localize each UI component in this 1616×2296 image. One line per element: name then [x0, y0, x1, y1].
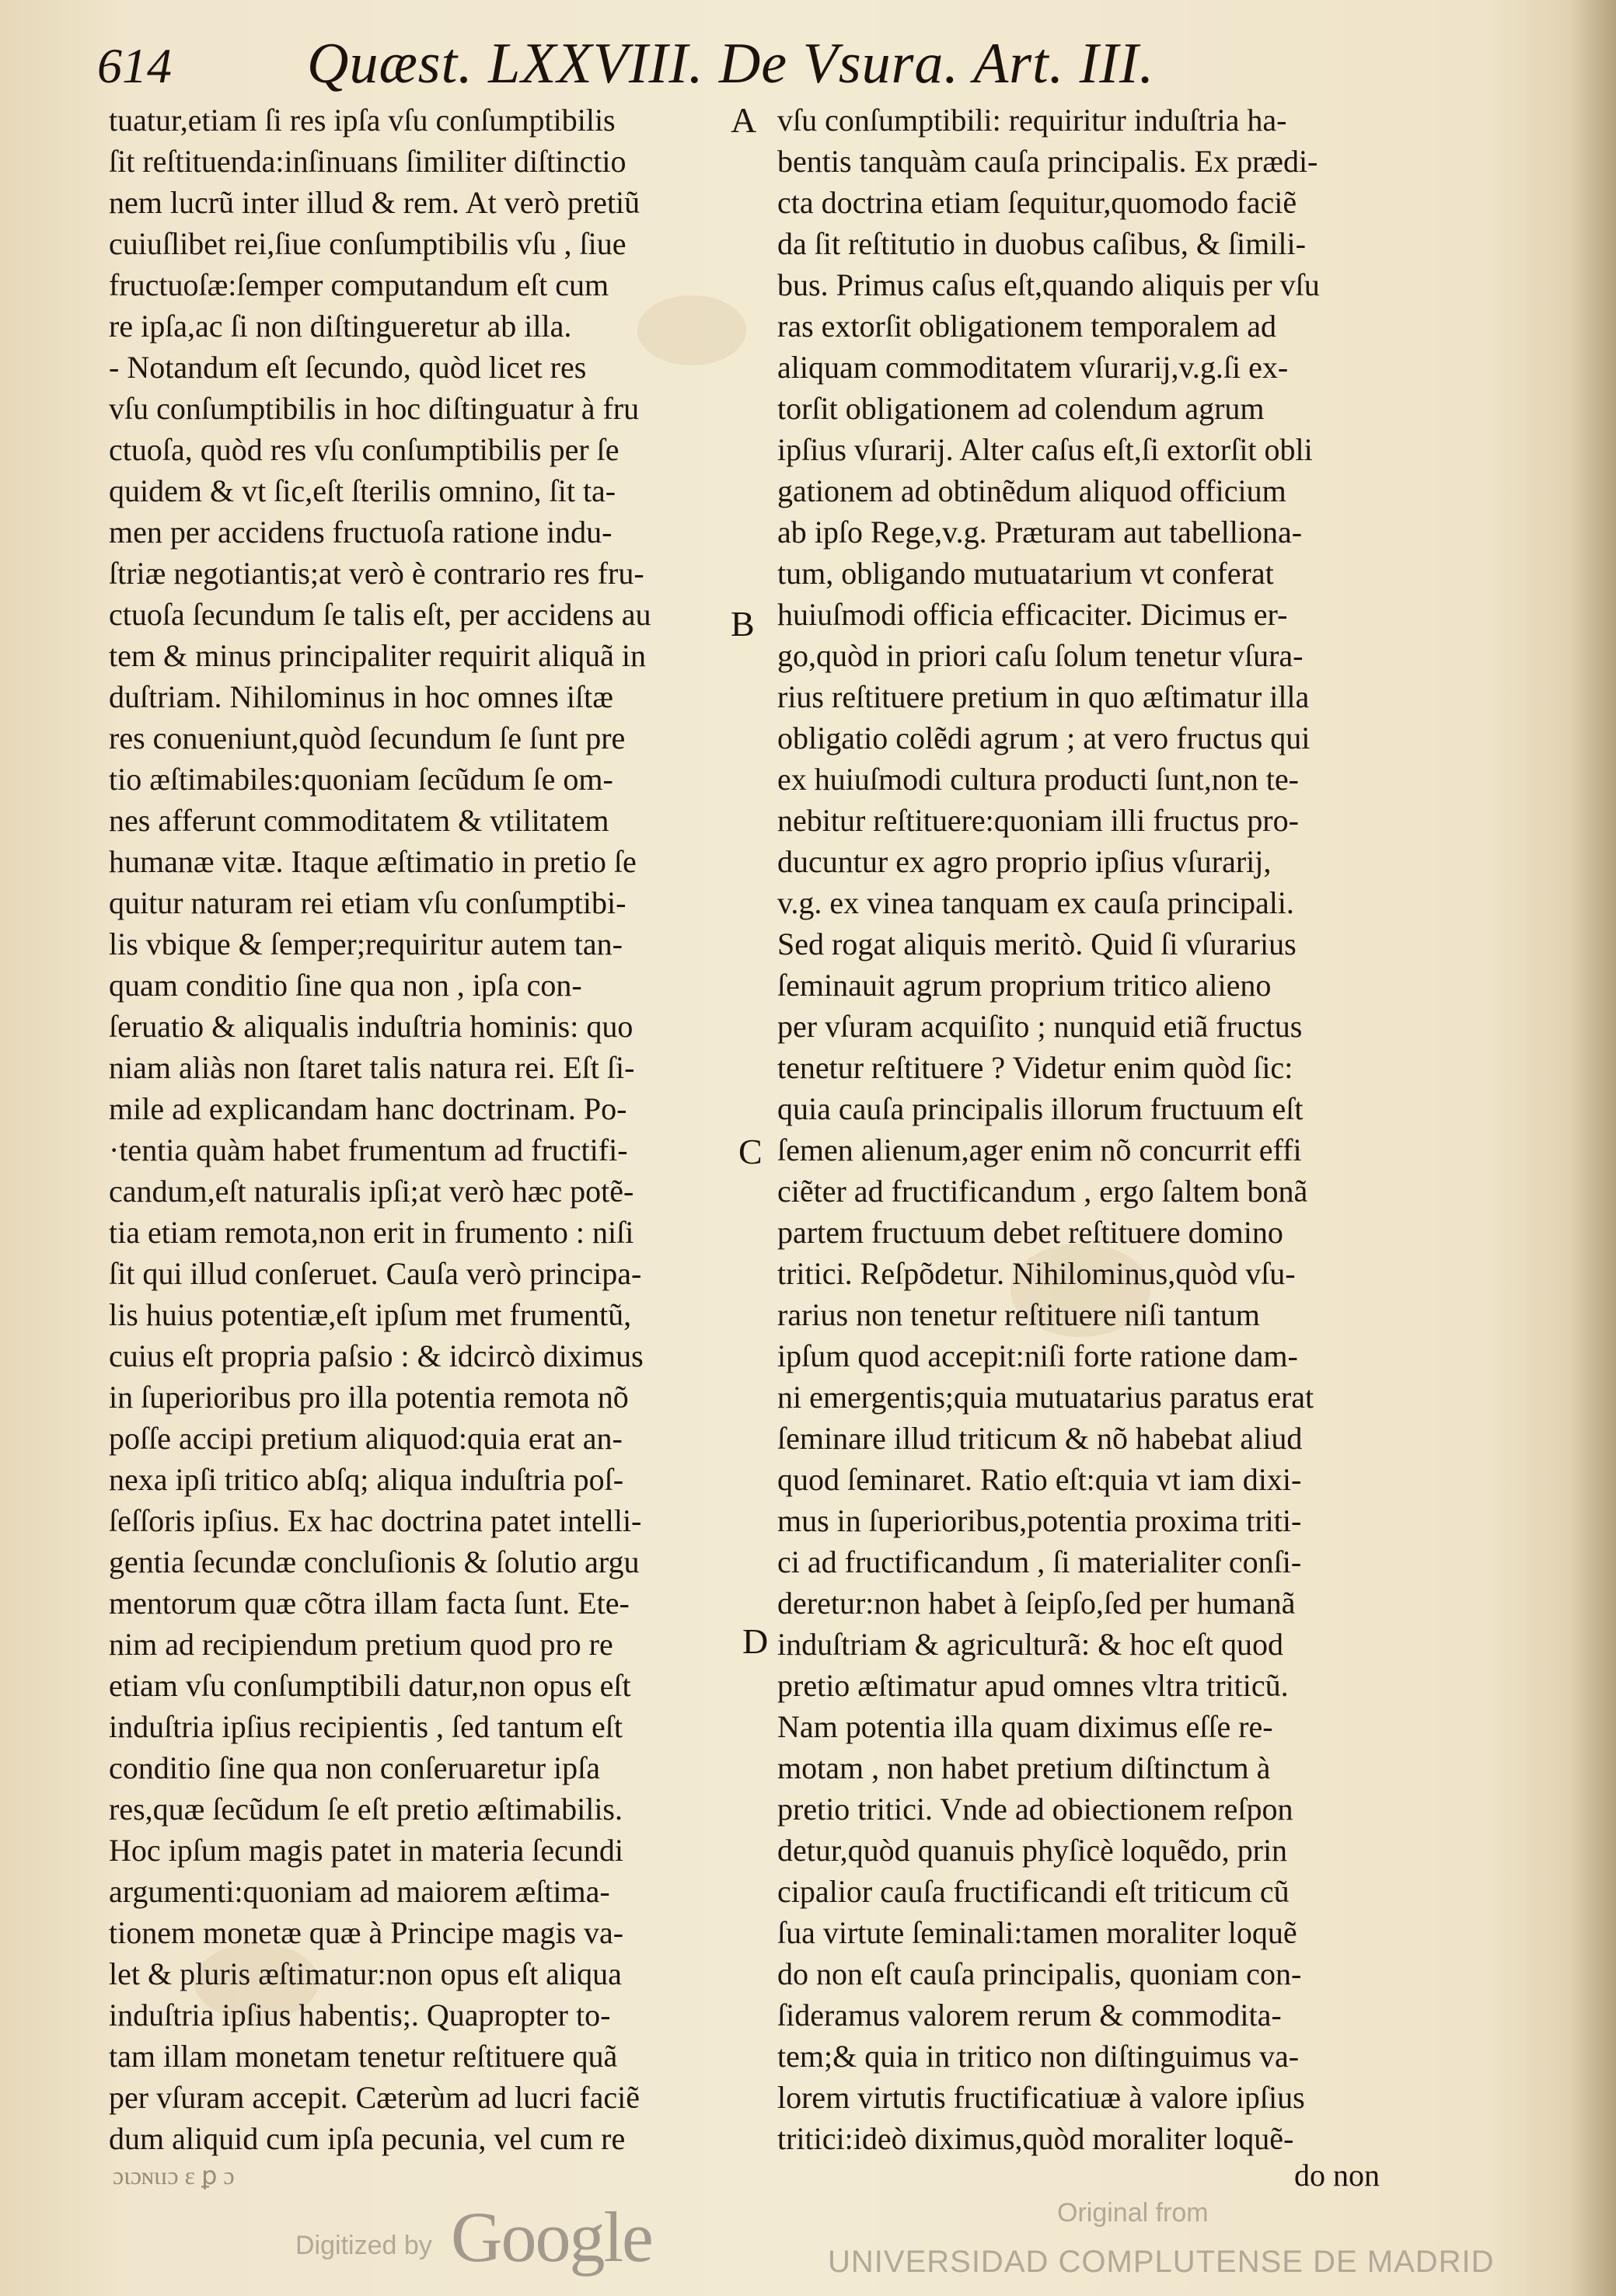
left-column-line: lis vbique & ſemper;requiritur autem tan- [109, 926, 623, 961]
right-column-line: ipſius vſurarij. Alter caſus eſt,ſi extorſit obli [777, 432, 1313, 467]
page-number: 614 [97, 38, 172, 93]
running-head: Quæst. LXXVIII. De Vsura. Art. III. [307, 32, 1155, 96]
right-column-line: lorem virtutis fructificatiuæ à valore ipſius [777, 2080, 1305, 2115]
right-column-line: tritici:ideò diximus,quòd moraliter loquẽ- [777, 2121, 1294, 2156]
margin-marker-c: C [738, 1132, 763, 1171]
left-column-line: induſtria ipſius recipientis , ſed tantum eſt [109, 1709, 623, 1744]
left-column-line: mile ad explicandam hanc doctrinam. Po- [109, 1091, 627, 1126]
catchword: do non [1294, 2158, 1380, 2193]
right-column-line: go,quòd in priori caſu ſolum tenetur vſura- [777, 638, 1304, 673]
left-column-line: quitur naturam rei etiam vſu conſumptibi- [109, 885, 627, 920]
right-column-line: tum, obligando mutuatarium vt conferat [777, 556, 1274, 591]
left-column-line: ctuoſa ſecundum ſe talis eſt, per accidens au [109, 597, 651, 632]
right-column-line: quia cauſa principalis illorum fructuum eſt [777, 1091, 1304, 1126]
right-column-line: deretur:non habet à ſeipſo,ſed per humanã [777, 1586, 1296, 1621]
left-column-line: nim ad recipiendum pretium quod pro re [109, 1627, 613, 1662]
left-column-line: etiam vſu conſumptibili datur,non opus eſt [109, 1668, 631, 1703]
google-logo: Google [451, 2197, 652, 2277]
right-column-line: ſeminare illud triticum & nõ habebat aliud [777, 1421, 1303, 1456]
digitized-by-label: Digitized by [295, 2231, 432, 2260]
right-column-line: detur,quòd quanuis phyſicè loquẽdo, prin [777, 1833, 1288, 1868]
margin-marker-b: B [731, 604, 755, 644]
left-column-line: conditio ſine qua non conſeruaretur ipſa [109, 1750, 601, 1785]
right-column-line: cta doctrina etiam ſequitur,quomodo faciẽ [777, 185, 1297, 220]
left-column-line: cuiuſlibet rei,ſiue conſumptibilis vſu , ſiue [109, 226, 627, 261]
right-column-line: huiuſmodi officia efficaciter. Dicimus er- [777, 597, 1288, 632]
left-column-line: quam conditio ſine qua non , ipſa con- [109, 968, 582, 1003]
left-column-line: tam illam monetam tenetur reſtituere quã [109, 2039, 618, 2074]
right-column-line: ab ipſo Rege,v.g. Præturam aut tabelliona- [777, 515, 1303, 550]
right-column-line: Sed rogat aliquis meritò. Quid ſi vſurarius [777, 926, 1297, 961]
left-column-line: nes afferunt commoditatem & vtilitatem [109, 803, 609, 838]
left-column-line: induſtria ipſius habentis;. Quapropter to- [109, 1998, 611, 2033]
right-column-line: quod ſeminaret. Ratio eſt:quia vt iam dixi- [777, 1462, 1302, 1497]
left-column-line: ſeſſoris ipſius. Ex hac doctrina patet intelli- [109, 1503, 642, 1538]
right-column-line: ſua virtute ſeminali:tamen moraliter loquẽ [777, 1915, 1297, 1950]
left-column-line: res,quæ ſecũdum ſe eſt pretio æſtimabilis. [109, 1792, 623, 1827]
left-column-line: tionem monetæ quæ à Principe magis va- [109, 1915, 624, 1950]
margin-marker-a: A [731, 100, 757, 140]
left-column-line: tuatur,etiam ſi res ipſa vſu conſumptibilis [109, 103, 616, 138]
left-column-line: tem & minus principaliter requirit aliquã in [109, 638, 646, 673]
right-column-line: induſtriam & agriculturã: & hoc eſt quod [777, 1627, 1283, 1662]
right-column-line: obligatio colẽdi agrum ; at vero fructus qui [777, 721, 1311, 755]
right-column-line: ci ad fructificandum , ſi materialiter conſi- [777, 1544, 1302, 1579]
right-column-line: rius reſtituere pretium in quo æſtimatur illa [777, 679, 1310, 714]
left-column-line: argumenti:quoniam ad maiorem æſtima- [109, 1874, 610, 1909]
left-column-line: men per accidens fructuoſa ratione indu- [109, 515, 613, 550]
left-column-line: in ſuperioribus pro illa potentia remota nõ [109, 1380, 629, 1415]
right-column-line: cipalior cauſa fructificandi eſt triticum cũ [777, 1874, 1290, 1909]
left-column-line: ſeruatio & aliqualis induſtria hominis: quo [109, 1009, 633, 1044]
left-column-line: humanæ vitæ. Itaque æſtimatio in pretio ſe [109, 844, 637, 879]
left-column-line: poſſe accipi pretium aliquod:quia erat an- [109, 1421, 623, 1456]
right-column-line: ſemen alienum,ager enim nõ concurrit effi [777, 1132, 1302, 1167]
right-column-line: ſideramus valorem rerum & commodita- [777, 1998, 1282, 2033]
right-column-line: nebitur reſtituere:quoniam illi fructus pro- [777, 803, 1299, 838]
right-column-line: ſeminauit agrum proprium tritico alieno [777, 968, 1272, 1003]
left-column-line: Hoc ipſum magis patet in materia ſecundi [109, 1833, 624, 1868]
right-column-line: vſu conſumptibili: requiritur induſtria ha- [777, 103, 1287, 138]
right-column-line: bentis tanquàm cauſa principalis. Ex prædi- [777, 144, 1318, 179]
left-column-line: per vſuram accepit. Cæterùm ad lucri faciẽ [109, 2080, 640, 2115]
left-column-line: - Notandum eſt ſecundo, quòd licet res [109, 350, 587, 385]
original-from-label: Original from [1057, 2198, 1209, 2228]
left-column-line: mentorum quæ cõtra illam facta ſunt. Ete- [109, 1586, 630, 1621]
left-column-line: ſtriæ negotiantis;at verò è contrario res fru- [109, 556, 644, 591]
left-column-line: ·tentia quàm habet frumentum ad fructifi- [109, 1132, 628, 1167]
left-column-line: nexa ipſi tritico abſq; aliqua induſtria poſ- [109, 1462, 624, 1497]
left-column-line: niam aliàs non ſtaret talis natura rei. Eſt ſi- [109, 1050, 635, 1085]
right-column-line: ducuntur ex agro proprio ipſius vſurarij, [777, 844, 1272, 879]
right-column-line: ni emergentis;quia mutuatarius paratus erat [777, 1380, 1314, 1415]
digitization-footer [0, 2192, 1616, 2296]
left-text-column [109, 99, 757, 2159]
right-text-column [777, 99, 1399, 2159]
left-column-line: nem lucrũ inter illud & rem. At verò pretiũ [109, 185, 640, 220]
signature-mark: ɔɩɔɴɩɪɔ ɛ ꝑ ɔ [113, 2162, 235, 2190]
right-column-line: pretio tritici. Vnde ad obiectionem reſpon [777, 1792, 1293, 1827]
right-column-line: tenetur reſtituere ? Videtur enim quòd ſic: [777, 1050, 1293, 1085]
margin-marker-d: D [742, 1621, 769, 1661]
left-column-line: dum aliquid cum ipſa pecunia, vel cum re [109, 2121, 626, 2156]
left-column-line: let & pluris æſtimatur:non opus eſt aliqua [109, 1956, 622, 1991]
left-column-line: lis huius potentiæ,eſt ipſum met frumentũ, [109, 1297, 632, 1332]
right-column-line: per vſuram acquiſito ; nunquid etiã fructus [777, 1009, 1303, 1044]
left-column-line: quidem & vt ſic,eſt ſterilis omnino, ſit ta- [109, 473, 616, 508]
right-column-line: rarius non tenetur reſtituere niſi tantum [777, 1297, 1260, 1332]
right-column-line: mus in ſuperioribus,potentia proxima triti- [777, 1503, 1302, 1538]
left-column-line: tio æſtimabiles:quoniam ſecũdum ſe om- [109, 762, 613, 797]
left-column-line: gentia ſecundæ concluſionis & ſolutio argu [109, 1544, 640, 1579]
left-column-line: re ipſa,ac ſi non diſtingueretur ab illa. [109, 309, 572, 344]
left-column-line: candum,eſt naturalis ipſi;at verò hæc potẽ- [109, 1174, 634, 1209]
left-column-line: fructuoſæ:ſemper computandum eſt cum [109, 267, 609, 302]
right-column-line: tem;& quia in tritico non diſtinguimus va- [777, 2039, 1300, 2074]
right-column-line: da ſit reſtitutio in duobus caſibus, & ſimili- [777, 226, 1306, 261]
institution-name: UNIVERSIDAD COMPLUTENSE DE MADRID [828, 2245, 1495, 2279]
right-column-line: ipſum quod accepit:niſi forte ratione dam- [777, 1338, 1298, 1373]
left-column-line: duſtriam. Nihilominus in hoc omnes iſtæ [109, 679, 613, 714]
right-column-line: gationem ad obtinẽdum aliquod officium [777, 473, 1286, 508]
right-column-line: torſit obligationem ad colendum agrum [777, 391, 1265, 426]
right-column-line: tritici. Reſpõdetur. Nihilominus,quòd vſu- [777, 1256, 1296, 1291]
right-column-line: ex huiuſmodi cultura producti ſunt,non te- [777, 762, 1299, 797]
left-column-line: ſit qui illud conſeruet. Cauſa verò principa- [109, 1256, 642, 1291]
right-column-line: pretio æſtimatur apud omnes vltra triticũ. [777, 1668, 1289, 1703]
right-column-line: bus. Primus caſus eſt,quando aliquis per vſu [777, 267, 1320, 302]
right-column-line: v.g. ex vinea tanquam ex cauſa principali. [777, 885, 1294, 920]
left-column-line: ſit reſtituenda:inſinuans ſimiliter diſtinctio [109, 144, 627, 179]
right-column-line: aliquam commoditatem vſurarij,v.g.ſi ex- [777, 350, 1289, 385]
left-column-line: res conueniunt,quòd ſecundum ſe ſunt pre [109, 721, 626, 755]
left-column-line: cuius eſt propria paſsio : & idcircò diximus [109, 1338, 644, 1373]
left-column-line: vſu conſumptibilis in hoc diſtinguatur à fru [109, 391, 640, 426]
right-column-line: ciẽter ad fructificandum , ergo ſaltem bonã [777, 1174, 1308, 1209]
left-column-line: tia etiam remota,non erit in frumento : niſi [109, 1215, 634, 1250]
right-column-line: partem fructuum debet reſtituere domino [777, 1215, 1283, 1250]
left-column-line: ctuoſa, quòd res vſu conſumptibilis per ſe [109, 432, 620, 467]
right-column-line: motam , non habet pretium diſtinctum à [777, 1750, 1271, 1785]
page-header [97, 31, 1543, 101]
right-column-line: ras extorſit obligationem temporalem ad [777, 309, 1277, 344]
right-column-line: Nam potentia illa quam diximus eſſe re- [777, 1709, 1273, 1744]
right-column-line: do non eſt cauſa principalis, quoniam con- [777, 1956, 1302, 1991]
